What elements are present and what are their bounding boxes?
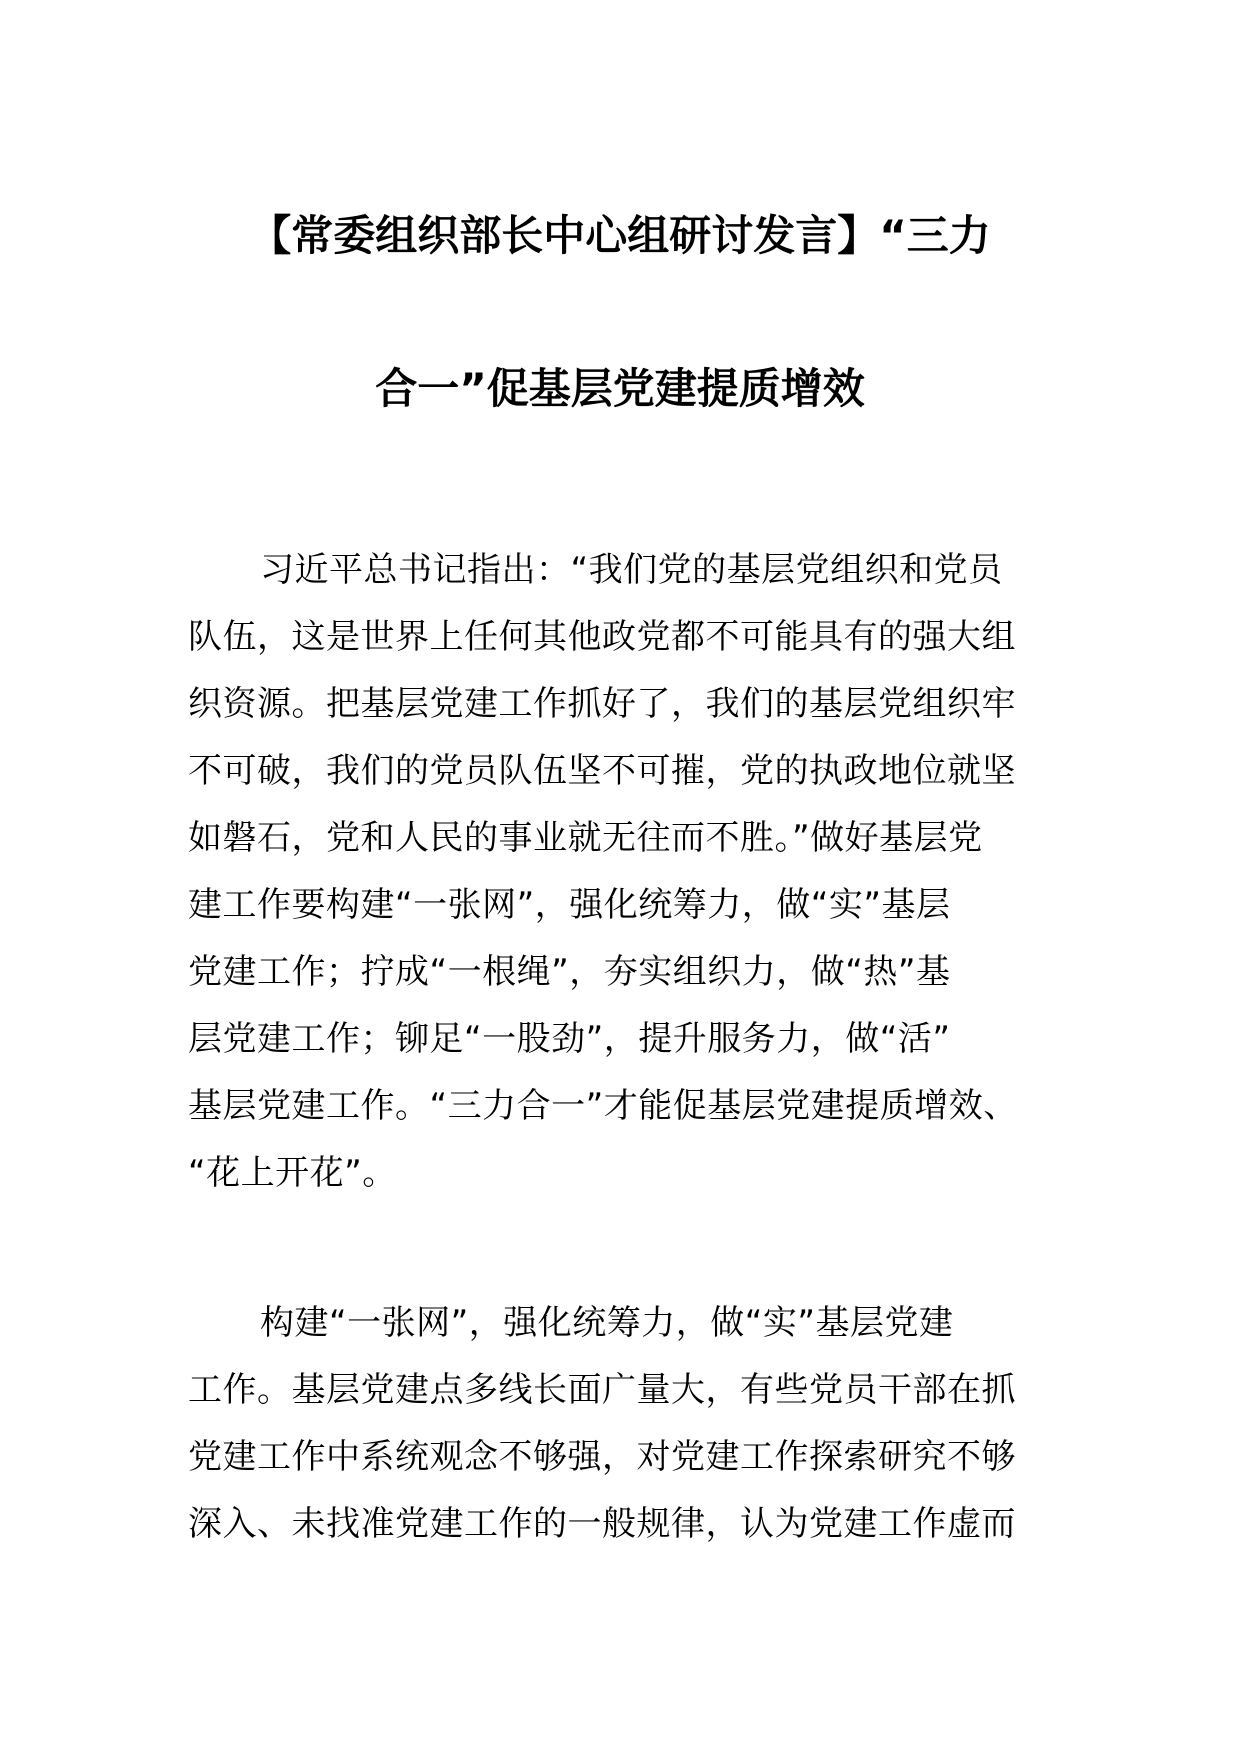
paragraph-2-line-3: 党建工作中系统观念不够强，对党建工作探索研究不够 bbox=[188, 1437, 1016, 1477]
paragraph-1-line-8: 层党建工作；铆足“一股劲”，提升服务力，做“活” bbox=[188, 1019, 951, 1059]
paragraph-2-line-1: 构建“一张网”，强化统筹力，做“实”基层党建 bbox=[260, 1303, 954, 1343]
document-title-line-2: 合一”促基层党建提质增效 bbox=[375, 364, 865, 413]
paragraph-2-line-2: 工作。基层党建点多线长面广量大，有些党员干部在抓 bbox=[188, 1370, 1016, 1410]
paragraph-1-line-9: 基层党建工作。“三力合一”才能促基层党建提质增效、 bbox=[188, 1086, 1018, 1126]
paragraph-1-line-1: 习近平总书记指出：“我们党的基层党组织和党员 bbox=[260, 550, 1003, 590]
paragraph-2-line-4: 深入、未找准党建工作的一般规律，认为党建工作虚而 bbox=[188, 1504, 1016, 1544]
paragraph-1-line-7: 党建工作；拧成“一根绳”，夯实组织力，做“热”基 bbox=[188, 952, 951, 992]
paragraph-1-line-3: 织资源。把基层党建工作抓好了，我们的基层党组织牢 bbox=[188, 684, 1016, 724]
document-title-line-1: 【常委组织部长中心组研讨发言】“三力 bbox=[249, 211, 991, 260]
paragraph-1-line-10: “花上开花”。 bbox=[188, 1153, 397, 1193]
paragraph-1-line-6: 建工作要构建“一张网”，强化统筹力，做“实”基层 bbox=[188, 885, 951, 925]
paragraph-1-line-2: 队伍，这是世界上任何其他政党都不可能具有的强大组 bbox=[188, 617, 1016, 657]
paragraph-1-line-5: 如磐石，党和人民的事业就无往而不胜。”做好基层党 bbox=[188, 818, 983, 858]
paragraph-1-line-4: 不可破，我们的党员队伍坚不可摧，党的执政地位就坚 bbox=[188, 751, 1016, 791]
